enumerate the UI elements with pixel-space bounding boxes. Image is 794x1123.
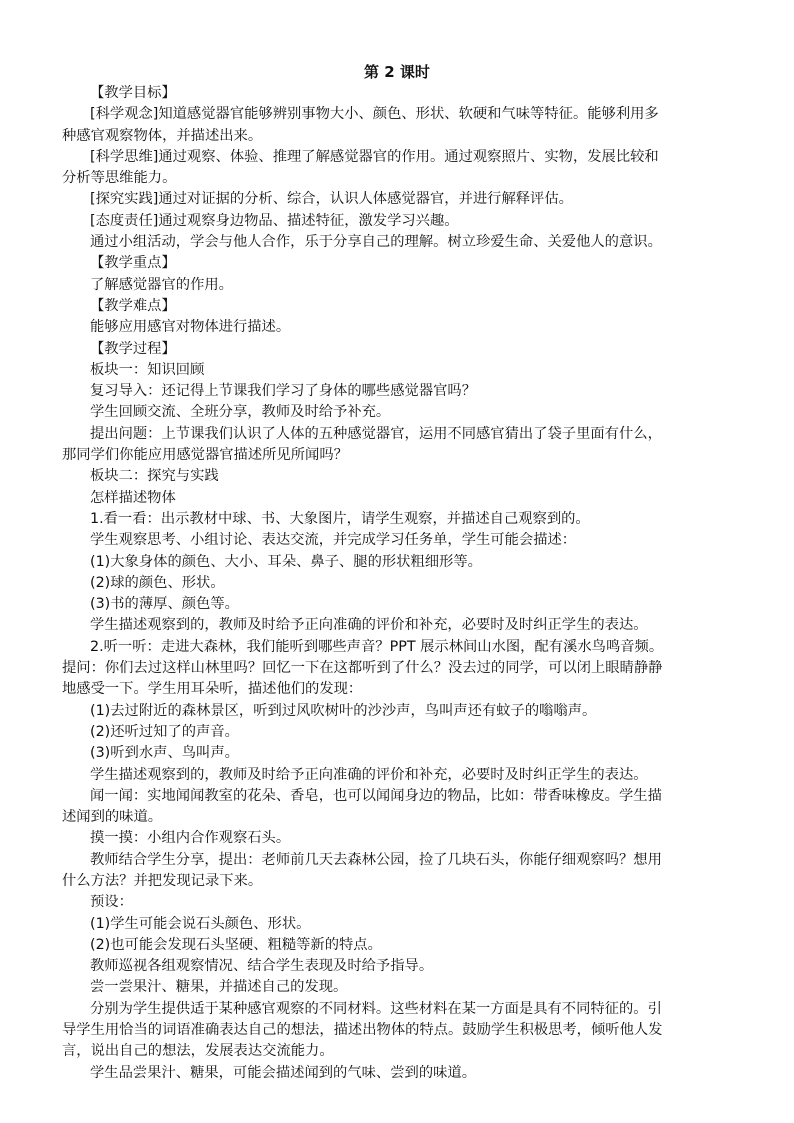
text-line: 提出问题：上节课我们认识了人体的五种感觉器官，运用不同感官猜出了袋子里面有什么， — [90, 425, 662, 442]
text-line: 能够应用感官对物体进行描述。 — [90, 319, 291, 336]
text-line: 2.听一听：走进大森林，我们能听到哪些声音？PPT 展示林间山水图，配有溪水鸟鸣音频。 — [90, 638, 664, 655]
text-line: 【教学过程】 — [90, 340, 176, 357]
text-line: 学生描述观察到的，教师及时给予正向准确的评价和补充，必要时及时纠正学生的表达。 — [90, 766, 648, 783]
text-line: 学生观察思考、小组讨论、表达交流，并完成学习任务单，学生可能会描述： — [90, 532, 577, 549]
text-line: 学生描述观察到的，教师及时给予正向准确的评价和补充，必要时及时纠正学生的表达。 — [90, 617, 648, 634]
text-line: 尝一尝果汁、糖果，并描述自己的发现。 — [90, 979, 348, 996]
lesson-body — [62, 83, 738, 1084]
text-line: 预设： — [90, 894, 133, 911]
text-line: 闻一闻：实地闻闻教室的花朵、香皂，也可以闻闻身边的物品，比如：带香味橡皮。学生描 — [90, 787, 662, 804]
text-line: 1.看一看：出示教材中球、书、大象图片，请学生观察，并描述自己观察到的。 — [90, 510, 590, 527]
text-line: 通过小组活动，学会与他人合作，乐于分享自己的理解。树立珍爱生命、关爱他人的意识。 — [90, 234, 662, 251]
text-line: 学生回顾交流、全班分享，教师及时给予补充。 — [90, 404, 391, 421]
text-line: [态度责任]通过观察身边物品、描述特征，激发学习兴趣。 — [90, 212, 459, 229]
text-line: 分别为学生提供适于某种感官观察的不同材料。这些材料在某一方面是具有不同特征的。引 — [90, 1000, 662, 1017]
text-line: 【教学难点】 — [90, 297, 176, 314]
text-line: [探究实践]通过对证据的分析、综合，认识人体感觉器官，并进行解释评估。 — [90, 191, 573, 208]
text-line: 【教学目标】 — [90, 85, 176, 101]
text-line: 【教学重点】 — [90, 255, 176, 272]
lesson-title: 第 2 课时 — [364, 63, 430, 81]
text-line: (2)球的颜色、形状。 — [90, 574, 225, 591]
text-line: [科学观念]知道感觉器官能够辨别事物大小、颜色、形状、软硬和气味等特征。能够利用多 — [90, 106, 659, 123]
text-line: 怎样描述物体 — [90, 489, 176, 506]
text-line: 板块一：知识回顾 — [90, 361, 205, 378]
text-line: 教师结合学生分享，提出：老师前几天去森林公园，捡了几块石头，你能仔细观察吗？想用 — [90, 851, 662, 868]
text-line: 种感官观察物体，并描述出来。 — [62, 127, 263, 144]
text-line: (2)还听过知了的声音。 — [90, 723, 239, 740]
text-line: (1)大象身体的颜色、大小、耳朵、鼻子、腿的形状粗细形等。 — [90, 553, 482, 570]
text-line: 了解感觉器官的作用。 — [90, 276, 233, 293]
text-line: 分析等思维能力。 — [62, 170, 177, 187]
text-line: 地感受一下。学生用耳朵听，描述他们的发现： — [62, 681, 363, 698]
text-line: 提问：你们去过这样山林里吗？回忆一下在这都听到了什么？没去过的同学，可以闭上眼睛静静 — [62, 660, 663, 677]
text-line: (1)去过附近的森林景区，听到过风吹树叶的沙沙声，鸟叫声还有蚊子的嗡嗡声。 — [90, 702, 597, 719]
text-line: (3)听到水声、鸟叫声。 — [90, 745, 239, 762]
text-line: (1)学生可能会说石头颜色、形状。 — [90, 915, 311, 932]
text-line: 复习导入：还记得上节课我们学习了身体的哪些感觉器官吗？ — [90, 383, 477, 400]
text-line: 言，说出自己的想法，发展表达交流能力。 — [62, 1043, 334, 1060]
text-line: 板块二：探究与实践 — [90, 468, 219, 485]
text-line: [科学思维]通过观察、体验、推理了解感觉器官的作用。通过观察照片、实物，发展比较和 — [90, 148, 659, 165]
text-line: 那同学们你能应用感觉器官描述所见所闻吗？ — [62, 447, 348, 464]
text-line: 述闻到的味道。 — [62, 809, 163, 826]
text-line: (2)也可能会发现石头坚硬、粗糙等新的特点。 — [90, 936, 382, 953]
text-line: 什么方法？并把发现记录下来。 — [62, 872, 263, 889]
text-line: 导学生用恰当的词语准确表达自己的想法，描述出物体的特点。鼓励学生积极思考，倾听他人发 — [62, 1022, 663, 1039]
text-line: 教师巡视各组观察情况、结合学生表现及时给予指导。 — [90, 958, 434, 975]
text-line: 摸一摸：小组内合作观察石头。 — [90, 830, 291, 847]
text-line: 学生品尝果汁、糖果，可能会描述闻到的气味、尝到的味道。 — [90, 1064, 477, 1081]
text-line: (3)书的薄厚、颜色等。 — [90, 596, 239, 613]
